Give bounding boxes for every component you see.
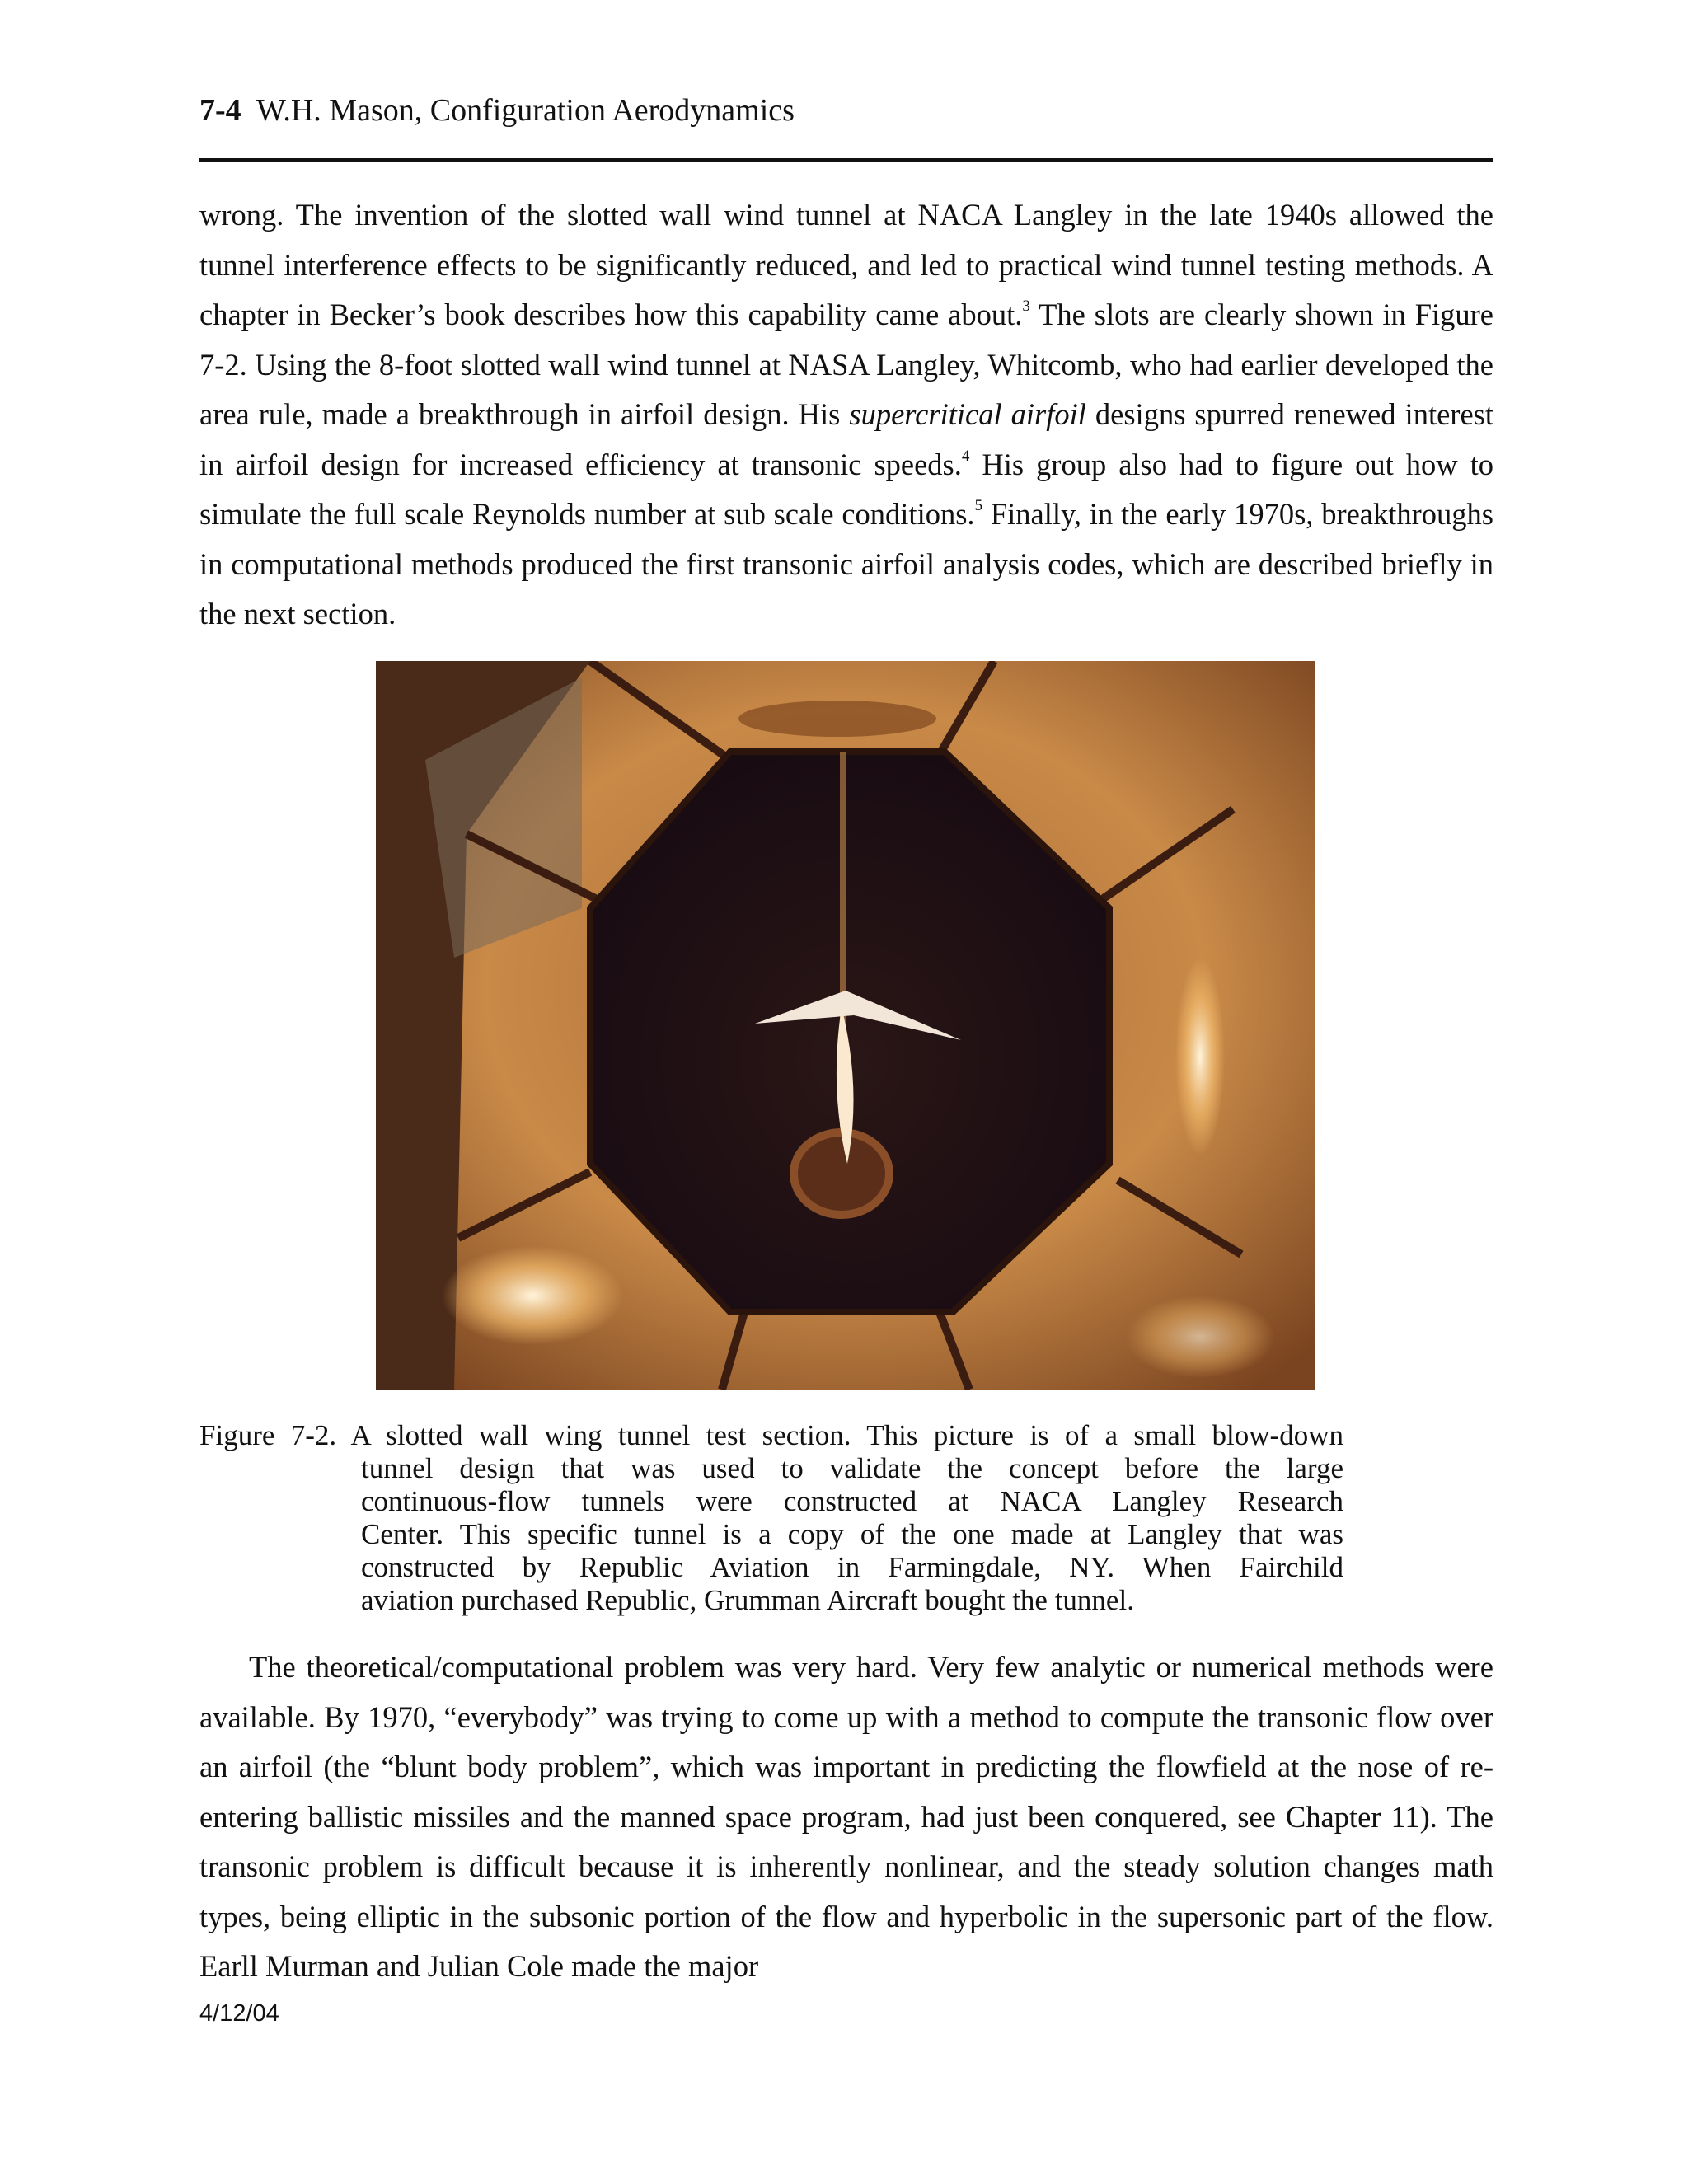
page-number: 7-4 (199, 93, 241, 128)
wind-tunnel-photo-icon (376, 661, 1315, 1390)
body-paragraph-1 (199, 190, 1493, 640)
caption-line: Figure 7-2. A slotted wall wing tunnel test section. This picture is of a small blow-down (199, 1419, 1343, 1451)
footer-date: 4/12/04 (199, 2000, 279, 2027)
text-line: transonic speeds. (751, 447, 962, 481)
figure-image (376, 661, 1315, 1390)
text-line: designs spurred renewed interest in airfoil design for increased efficiency at (199, 397, 1493, 481)
caption-line: tunnel design that was used to validate the concept before the large (361, 1452, 1343, 1484)
text-line: His group also had to figure out how to simulate the full scale Reynolds number (199, 447, 1493, 531)
caption-line: Center. This specific tunnel is a copy of the one made at Langley that was (361, 1518, 1343, 1550)
figure-caption (199, 1419, 1343, 1617)
text-line: tunnel interference effects to be significantly reduced, and led to practical wind tunnel testing (199, 247, 1346, 282)
footnote-ref: 3 (1022, 298, 1030, 315)
text-line: wrong. The invention of the slotted wall wind tunnel at NACA Langley in the late 1940s allowed the (199, 198, 1493, 232)
text-line: produced the first transonic airfoil analysis codes, which are described briefly in the next section. (199, 546, 1494, 630)
text-line: conquered, see Chapter 11). The transonic problem is difficult because it is inherently nonlinear, (199, 1799, 1493, 1883)
header-rule (199, 158, 1493, 162)
text-line: methods. A chapter in Becker’s book describes how this capability came about. (199, 247, 1493, 331)
italic-term: supercritical airfoil (849, 397, 1086, 431)
footnote-ref: 5 (974, 497, 983, 514)
text-line: at sub scale conditions. (694, 497, 975, 531)
text-line: and the steady solution changes math types, being elliptic in the subsonic portion of the flow and (199, 1849, 1494, 1933)
text-line: flowfield at the nose of re-entering ballistic missiles and the manned space program, had just been (199, 1750, 1494, 1834)
running-title: W.H. Mason, Configuration Aerodynamics (256, 93, 795, 128)
caption-line: aviation purchased Republic, Grumman Aircraft bought the tunnel. (361, 1584, 1134, 1616)
text-line: The theoretical/computational problem was very hard. Very few analytic or numerical methods (249, 1650, 1425, 1684)
text-line: were available. By 1970, “everybody” was trying to come up with a method to compute the (199, 1650, 1494, 1734)
page-header (199, 89, 1493, 132)
text-line: Whitcomb, who had earlier developed the area rule, made a breakthrough in airfoil design. His (199, 347, 1493, 431)
body-paragraph-2 (199, 1643, 1493, 1992)
text-line: transonic flow over an airfoil (the “blunt body problem”, which was important in predicting the (199, 1699, 1493, 1783)
caption-line: constructed by Republic Aviation in Farmingdale, NY. When Fairchild (361, 1551, 1343, 1583)
text-line: Finally, in the early 1970s, breakthroughs in computational methods (199, 497, 1494, 581)
text-line: hyperbolic in the supersonic part of the flow. Earll Murman and Julian Cole made the major (199, 1899, 1494, 1983)
caption-line: continuous-flow tunnels were constructed at NACA Langley Research (361, 1485, 1343, 1517)
text-line: The slots are (1029, 298, 1196, 331)
text-line: clearly shown in Figure 7-2. Using the 8-foot slotted wall wind tunnel at NASA Langley, (199, 298, 1493, 382)
footnote-ref: 4 (961, 447, 970, 465)
